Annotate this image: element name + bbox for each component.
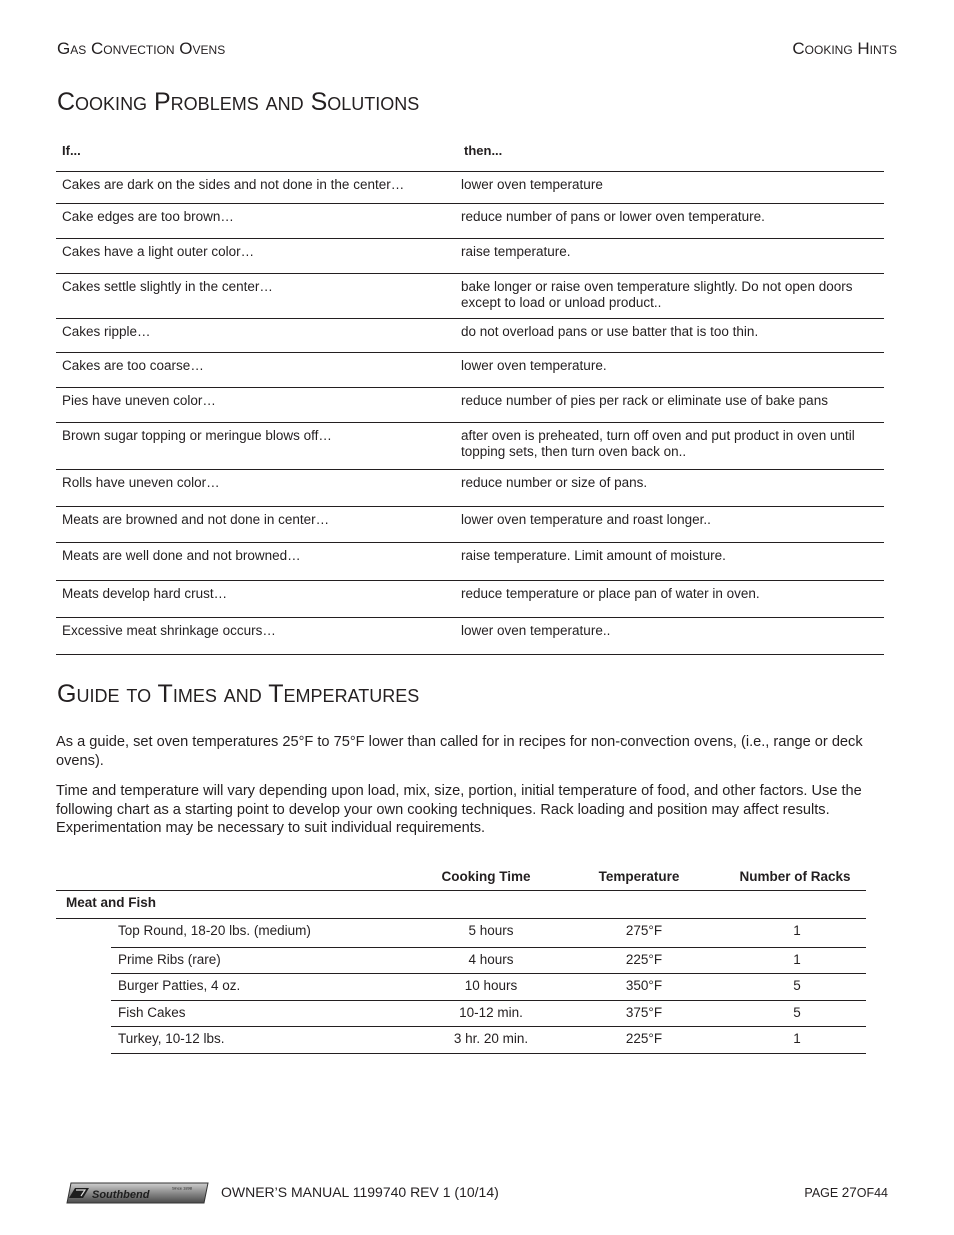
problem-row — [56, 204, 884, 239]
page-number: 27 — [841, 1185, 857, 1200]
guide-temp-cell: 350°F — [625, 978, 663, 993]
section-title-problems: Cooking Problems and Solutions — [57, 88, 420, 116]
guide-item-cell: Prime Ribs (rare) — [118, 952, 221, 967]
problem-then-cell: after oven is preheated, turn off oven and put product in oven until topping sets, then turn oven back on.. — [461, 428, 855, 459]
problem-row — [56, 423, 884, 470]
problems-table — [56, 138, 884, 655]
problem-then-cell: reduce number of pies per rack or eliminate use of bake pans — [461, 393, 828, 408]
problem-then-cell: do not overload pans or use batter that is too thin. — [461, 324, 759, 339]
guide-item-cell: Top Round, 18-20 lbs. (medium) — [118, 923, 311, 938]
guide-time-cell: 10-12 min. — [459, 1005, 523, 1020]
footer-page — [804, 1185, 888, 1200]
problem-if-cell: Cakes settle slightly in the center… — [62, 279, 273, 294]
guide-row — [111, 1001, 866, 1027]
guide-paragraph-2: Time and temperature will vary depending upon load, mix, size, portion, initial temperature of food, and other factors. Use the following chart as a starting point to develop your own cooking techniques. Rack loading and position may affect results. Experimentation may be necessary to suit individual requirements. — [56, 783, 862, 836]
problem-row — [56, 507, 884, 543]
problem-then-cell: reduce number of pans or lower oven temperature. — [461, 209, 765, 224]
problem-if-cell: Excessive meat shrinkage occurs… — [62, 623, 276, 638]
header-section-title: Cooking Hints — [792, 39, 897, 58]
problem-if-cell: Cakes ripple… — [62, 324, 151, 339]
guide-item-cell: Turkey, 10-12 lbs. — [118, 1031, 225, 1046]
problem-row — [56, 274, 884, 319]
category-row: Meat and Fish — [56, 891, 866, 919]
problem-then-cell: lower oven temperature.. — [461, 623, 611, 638]
problem-then-cell: reduce temperature or place pan of water in oven. — [461, 586, 760, 601]
problem-row — [56, 319, 884, 353]
header-manual-title: Gas Convection Ovens — [57, 39, 226, 58]
guide-row — [111, 1027, 866, 1054]
guide-paragraph-1: As a guide, set oven temperatures 25°F to 75°F lower than called for in recipes for non-convection ovens, (i.e., range or deck ovens). — [56, 734, 863, 769]
guide-time-cell: 4 hours — [468, 952, 514, 967]
guide-temp-cell: 375°F — [625, 1005, 663, 1020]
problem-if-cell: Meats are well done and not browned… — [62, 548, 301, 563]
guide-row — [111, 948, 866, 974]
col-cooking-time-header: Cooking Time — [441, 869, 531, 884]
problem-row — [56, 581, 884, 618]
problem-if-cell: Cakes are dark on the sides and not done in the center… — [62, 177, 405, 192]
problem-then-cell: lower oven temperature. — [461, 358, 607, 373]
guide-row — [111, 974, 866, 1001]
problem-if-cell: Cakes are too coarse… — [62, 358, 204, 373]
problem-row — [56, 618, 884, 655]
col-then-header: then... — [464, 143, 503, 158]
footer-manual: OWNER’S MANUAL 1199740 REV 1 (10/14) — [221, 1184, 499, 1200]
problem-then-cell: lower oven temperature — [461, 177, 603, 192]
problem-if-cell: Brown sugar topping or meringue blows off… — [62, 428, 332, 443]
guide-racks-cell: 5 — [793, 978, 801, 993]
problem-if-cell: Meats develop hard crust… — [62, 586, 228, 601]
guide-time-cell: 3 hr. 20 min. — [453, 1031, 529, 1046]
problem-row — [56, 543, 884, 581]
guide-time-cell: 10 hours — [464, 978, 518, 993]
guide-table — [56, 866, 866, 1054]
col-racks-header: Number of Racks — [739, 869, 851, 884]
section-title-guide: Guide to Times and Temperatures — [57, 680, 420, 708]
guide-table-header — [56, 866, 866, 891]
guide-racks-cell: 1 — [793, 952, 801, 967]
problem-then-cell: bake longer or raise oven temperature slightly. Do not open doors except to load or unload product.. — [461, 279, 853, 310]
problems-table-header — [56, 138, 884, 172]
problem-if-cell: Cake edges are too brown… — [62, 209, 234, 224]
problem-row — [56, 172, 884, 204]
guide-racks-cell: 5 — [793, 1005, 801, 1020]
logo-since: Since 1898 — [172, 1185, 193, 1191]
guide-racks-cell: 1 — [793, 1031, 801, 1046]
guide-temp-cell: 225°F — [625, 1031, 663, 1046]
page-label: PAGE — [804, 1186, 839, 1200]
problem-if-cell: Pies have uneven color… — [62, 393, 216, 408]
southbend-logo — [65, 1181, 210, 1205]
guide-temp-cell: 275°F — [625, 923, 663, 938]
guide-item-cell: Fish Cakes — [118, 1005, 186, 1020]
problem-row — [56, 353, 884, 388]
col-temperature-header: Temperature — [598, 869, 680, 884]
problem-then-cell: raise temperature. — [461, 244, 571, 259]
problem-row — [56, 239, 884, 274]
guide-item-cell: Burger Patties, 4 oz. — [118, 978, 241, 993]
problem-if-cell: Meats are browned and not done in center… — [62, 512, 330, 527]
problem-row — [56, 470, 884, 507]
page-of: OF44 — [856, 1186, 888, 1200]
guide-temp-cell: 225°F — [625, 952, 663, 967]
guide-row — [111, 919, 866, 948]
guide-time-cell: 5 hours — [468, 923, 514, 938]
problem-row — [56, 388, 884, 423]
problem-then-cell: raise temperature. Limit amount of moisture. — [461, 548, 726, 563]
guide-racks-cell: 1 — [793, 923, 801, 938]
problem-then-cell: lower oven temperature and roast longer.. — [461, 512, 711, 527]
problem-then-cell: reduce number or size of pans. — [461, 475, 648, 490]
problem-if-cell: Cakes have a light outer color… — [62, 244, 255, 259]
problem-if-cell: Rolls have uneven color… — [62, 475, 220, 490]
logo-text: Southbend — [92, 1189, 150, 1201]
col-if-header: If... — [62, 143, 81, 158]
